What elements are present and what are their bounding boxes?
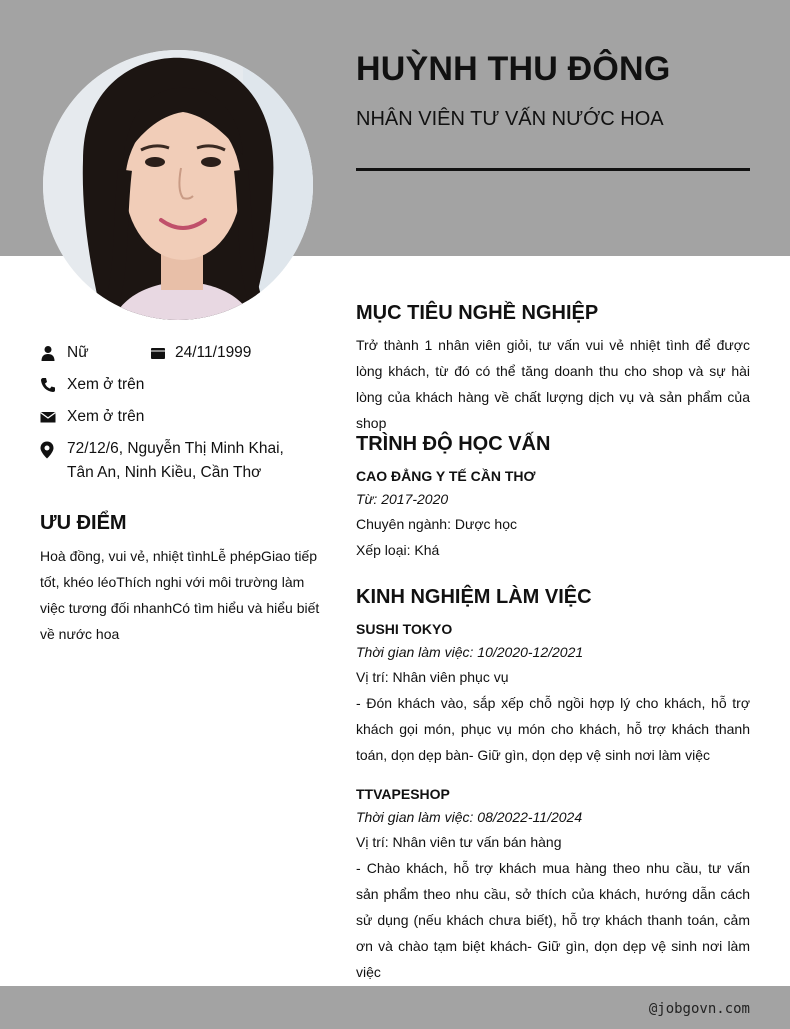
phone-icon xyxy=(40,377,56,393)
email-value: Xem ở trên xyxy=(67,408,145,425)
location-pin-icon xyxy=(39,441,55,459)
education-grade: Xếp loại: Khá xyxy=(356,542,440,558)
candidate-job-title: NHÂN VIÊN TƯ VẤN NƯỚC HOA xyxy=(356,108,664,130)
education-major: Chuyên ngành: Dược học xyxy=(356,516,517,532)
job-description: - Chào khách, hỗ trợ khách mua hàng theo nhu cầu, tư vấn sản phẩm theo nhu cầu, sở thích của khách, hướng dẫn cách sử dụng (nếu khách chưa biết), hỗ trợ khách thanh toán, cảm ơn và chào tạm biệt khách- Giữ gìn, dọn dẹp vệ sinh nơi làm việc xyxy=(356,860,750,980)
job-company: SUSHI TOKYO xyxy=(356,621,453,637)
phone-value: Xem ở trên xyxy=(67,376,145,393)
education-heading: TRÌNH ĐỘ HỌC VẤN xyxy=(356,433,551,455)
address-line-1: 72/12/6, Nguyễn Thị Minh Khai, xyxy=(67,440,284,457)
person-icon xyxy=(40,345,56,361)
job-description: - Đón khách vào, sắp xếp chỗ ngồi hợp lý cho khách, hỗ trợ khách gọi món, phục vụ món cho khách, hỗ trợ khách thanh toán, dọn dẹp bàn- Giữ gìn, dọn dẹp vệ sinh nơi làm việc xyxy=(356,695,750,763)
job-position: Vị trí: Nhân viên phục vụ xyxy=(356,669,509,685)
job-period: Thời gian làm việc: 10/2020-12/2021 xyxy=(356,644,584,660)
envelope-icon xyxy=(40,409,56,425)
footer-watermark: @jobgovn.com xyxy=(648,1001,750,1017)
header-divider xyxy=(356,168,750,171)
experience-heading: KINH NGHIỆM LÀM VIỆC xyxy=(356,586,592,608)
gender-value: Nữ xyxy=(67,344,89,361)
objective-text: Trở thành 1 nhân viên giỏi, tư vấn vui vẻ nhiệt tình để được lòng khách, từ đó có thể tăng doanh thu cho shop và sự hài lòng của khách hàng về chất lượng dịch vụ và sản phẩm của shop xyxy=(356,337,750,431)
calendar-icon xyxy=(150,345,166,361)
avatar-photo-illustration xyxy=(43,50,313,320)
avatar xyxy=(43,50,313,320)
objective-heading: MỤC TIÊU NGHỀ NGHIỆP xyxy=(356,302,599,324)
strengths-heading: ƯU ĐIỂM xyxy=(40,512,127,534)
address-line-2: Tân An, Ninh Kiều, Cần Thơ xyxy=(67,464,262,481)
job-company: TTVAPESHOP xyxy=(356,786,450,802)
education-school: CAO ĐẲNG Y TẾ CẦN THƠ xyxy=(356,468,536,484)
candidate-name: HUỲNH THU ĐÔNG xyxy=(356,50,671,88)
education-period: Từ: 2017-2020 xyxy=(356,491,449,507)
birthdate-value: 24/11/1999 xyxy=(175,344,252,361)
job-position: Vị trí: Nhân viên tư vấn bán hàng xyxy=(356,834,562,850)
job-period: Thời gian làm việc: 08/2022-11/2024 xyxy=(356,809,583,825)
strengths-text: Hoà đồng, vui vẻ, nhiệt tìnhLễ phépGiao tiếp tốt, khéo léoThích nghi với môi trường làm việc tương đối nhanhCó tìm hiểu và hiểu biết về nước hoa xyxy=(40,548,320,642)
